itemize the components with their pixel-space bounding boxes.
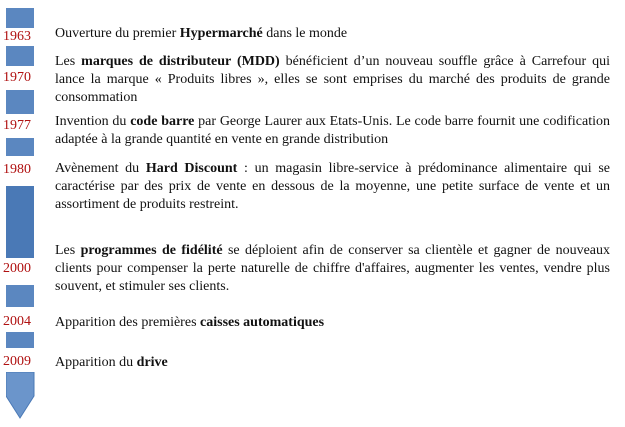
timeline-entry [55, 314, 610, 332]
entry-keyword: Hard Discount [145, 161, 238, 176]
timeline-entry [55, 242, 610, 296]
timeline-bar-segment [6, 46, 34, 66]
entry-text: dans le monde [262, 26, 348, 41]
entry-text: Apparition des premières [55, 315, 201, 330]
year-label: 1970 [3, 70, 31, 85]
timeline-bar-segment [6, 90, 34, 114]
timeline-entry [55, 160, 610, 214]
entry-text: bénéficient d’un nouveau souffle grâce à Carrefour qui lance la marque « Produits libres », elles se sont emprises du marché des produits de grande consommation [55, 54, 611, 105]
entry-keyword: code barre [130, 114, 195, 129]
timeline-bar-segment [6, 285, 34, 307]
timeline-entry [55, 25, 610, 43]
year-label: 1980 [3, 162, 31, 177]
entry-text: Les [55, 54, 82, 69]
year-label: 2004 [3, 314, 31, 329]
entry-text: Apparition du [55, 355, 137, 370]
year-label: 1963 [3, 29, 31, 44]
year-label: 2000 [3, 261, 31, 276]
entry-text: : un magasin libre-service à prédominance alimentaire qui se caractérise par des prix de vente en dessous de la moyenne, une petite surface de vente et un assortiment de produits restreint. [55, 161, 610, 212]
entry-keyword: drive [136, 355, 168, 370]
entry-keyword: caisses automatiques [200, 315, 325, 330]
timeline-bar-segment [6, 138, 34, 156]
entry-keyword: Hypermarché [179, 26, 263, 41]
entry-text: Les [55, 243, 81, 258]
entry-keyword: programmes de fidélité [80, 243, 223, 258]
entry-text: se déploient afin de conserver sa clientèle et gagner de nouveaux clients pour compenser la perte naturelle de chiffre d'affaires, augmenter les ventes, vendre plus souvent, et stimuler ses clients. [55, 243, 610, 294]
timeline-bar-segment [6, 8, 34, 28]
entry-keyword: marques de distributeur (MDD) [81, 54, 280, 69]
entry-text: par George Laurer aux Etats-Unis. Le code barre fournit une codification adaptée à la grande quantité en vente en grande distribution [55, 114, 611, 147]
timeline-bar-segment [6, 186, 34, 258]
timeline-entry [55, 354, 610, 372]
year-label: 2009 [3, 354, 31, 369]
timeline-bar-segment [6, 332, 34, 348]
entry-text: Ouverture du premier [55, 26, 180, 41]
year-label: 1977 [3, 118, 31, 133]
entry-text: Avènement du [55, 161, 146, 176]
entry-text: Invention du [55, 114, 131, 129]
timeline-entry [55, 113, 610, 149]
timeline-arrow-icon [6, 372, 36, 422]
timeline-entry [55, 53, 610, 107]
